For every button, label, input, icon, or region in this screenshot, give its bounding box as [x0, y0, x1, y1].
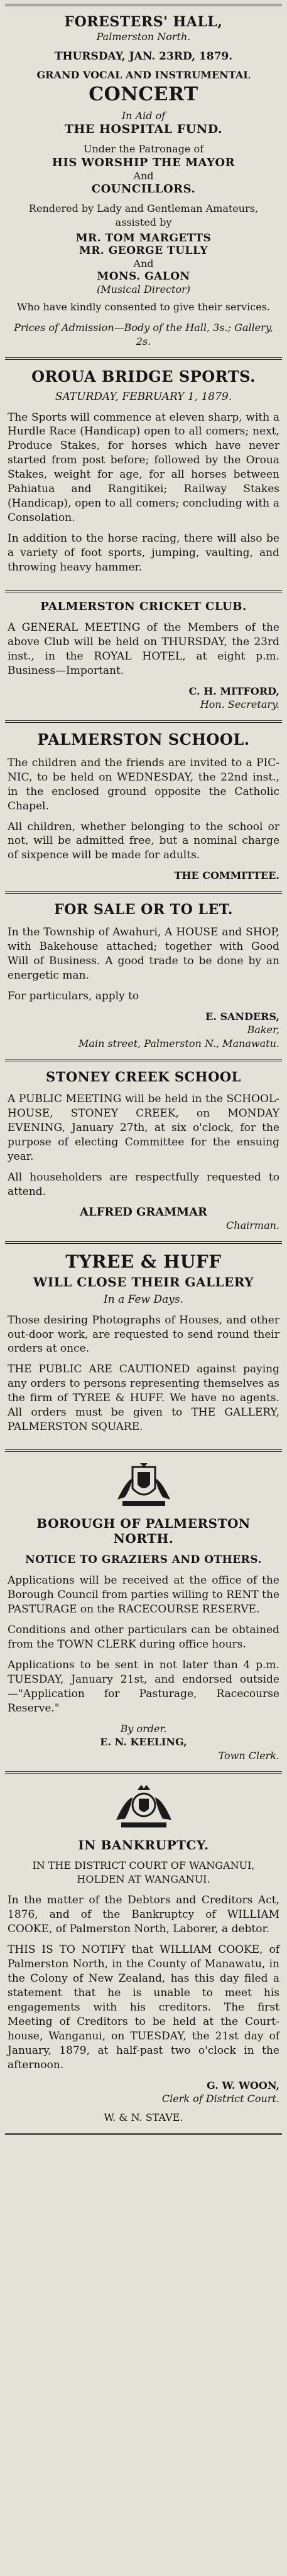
date: THURSDAY, JAN. 23RD, 1879.	[54, 50, 233, 63]
event-title: CONCERT	[89, 83, 198, 105]
oroua-sports-ad	[5, 360, 282, 590]
royal-arms-icon	[114, 1784, 174, 1832]
ad-title: FORESTERS' HALL,	[64, 14, 223, 30]
performer-and: And	[133, 257, 154, 270]
ad-subtitle: NOTICE TO GRAZIERS AND OTHERS.	[25, 1553, 262, 1567]
date: SATURDAY, FEBRUARY 1, 1879.	[55, 390, 232, 403]
aid-line: In Aid of	[121, 109, 166, 122]
ad-paragraph: Conditions and other particulars can be obtained from the TOWN CLERK during office hours.	[8, 1623, 279, 1651]
ad-subtitle: WILL CLOSE THEIR GALLERY	[33, 1274, 254, 1290]
rule	[5, 2133, 282, 2135]
ad-paragraph: THE PUBLIC ARE CAUTIONED against paying any orders to persons representing themselves as the firm of TYREE & HUFF. We have no agents. All orders must be given to THE GALLERY, PALMERSTON SQUARE.	[8, 1363, 279, 1434]
court-line: IN THE DISTRICT COURT OF WANGANUI, HOLDEN AT WANGANUI.	[32, 1859, 255, 1885]
patronage-and: And	[133, 169, 154, 182]
ad-paragraph: Applications will be received at the office of the Borough Council from parties willing to RENT the PASTURAGE on the RACECOURSE RESERVE.	[8, 1574, 279, 1616]
ad-title: PALMERSTON CRICKET CLUB.	[40, 599, 247, 613]
bankruptcy-ad	[5, 1774, 282, 2133]
ad-paragraph: A GENERAL MEETING of the Members of the above Club will be held on THURSDAY, the 23rd inst., in the ROYAL HOTEL, at eight p.m. Business—Important.	[8, 621, 279, 677]
patronage-councillors: COUNCILLORS.	[91, 182, 196, 196]
signatory: THE COMMITTEE.	[174, 870, 279, 882]
signatory-role: Hon. Secretary.	[200, 698, 279, 711]
ad-paragraph: In the matter of the Debtors and Creditors Act, 1876, and of the Bankruptcy of WILLIAM COOKE, of Palmerston North, Laborer, a debtor.	[8, 1894, 279, 1936]
prices-line: Prices of Admission—Body of the Hall, 3s.; Gallery, 2s.	[14, 322, 273, 347]
ad-title: BOROUGH OF PALMERSTON NORTH.	[36, 1516, 251, 1547]
ad-title: IN BANKRUPTCY.	[78, 1837, 209, 1853]
ad-subtitle: In a Few Days.	[104, 1293, 183, 1306]
newspaper-column	[5, 0, 282, 2138]
ad-paragraph: Applications to be sent in not later than 4 p.m. TUESDAY, January 21st, and endorsed outside—"Application for Pasturage, Racecourse Reserve."	[8, 1658, 279, 1715]
palmerston-school-ad	[5, 723, 282, 891]
patronage-line: Under the Patronage of	[83, 143, 203, 155]
performer-role: (Musical Director)	[97, 283, 190, 296]
signatory: ALFRED GRAMMAR	[79, 1205, 208, 1219]
ad-title: STONEY CREEK SCHOOL	[46, 1069, 241, 1085]
ad-paragraph: The Sports will commence at eleven sharp, with a Hurdle Race (Handicap) open to all comers; next, Produce Stakes, for horses which have never started from post before; followed by the Oroua Stakes, weight for age, for all horses between Pahiatua and Rangitikei; Railway Stakes (Handicap), open to all comers; concluding with a Consolation.	[8, 411, 279, 525]
signatory-role: Clerk of District Court.	[161, 2093, 279, 2105]
tyree-huff-ad	[5, 1244, 282, 1450]
ad-paragraph: A PUBLIC MEETING will be held in the SCHOOL-HOUSE, STONEY CREEK, on MONDAY EVENING, January 27th, at six o'clock, for the purpose of electing Committee for the ensuing year.	[8, 1093, 279, 1164]
patronage-name: HIS WORSHIP THE MAYOR	[51, 155, 236, 169]
performer-name: MONS. GALON	[97, 270, 190, 283]
signatory-role: Chairman.	[226, 1219, 279, 1231]
ad-title: PALMERSTON SCHOOL.	[37, 730, 250, 749]
ad-paragraph: All children, whether belonging to the school or not, will be admitted free, but a nominal charge of sixpence will be made for adults.	[8, 820, 279, 862]
ad-paragraph: THIS IS TO NOTIFY that WILLIAM COOKE, of Palmerston North, in the County of Manawatu, in the Colony of New Zealand, has this day filed a statement that he is unable to meet his engagements with his creditors. The first Meeting of Creditors to be held at the Court-house, Wanganui, on TUESDAY, the 21st day of January, 1879, at half-past two o'clock in the afternoon.	[8, 1943, 279, 2071]
signatory: C. H. MITFORD,	[188, 685, 279, 697]
ad-paragraph: For particulars, apply to	[8, 989, 139, 1002]
cricket-club-ad	[5, 592, 282, 720]
footer-line: W. & N. STAVE.	[104, 2111, 183, 2123]
fund-line: THE HOSPITAL FUND.	[64, 122, 223, 137]
ad-paragraph: The children and the friends are invited to a PIC-NIC, to be held on WEDNESDAY, the 22nd inst., in the enclosed ground opposite the Catholic Chapel.	[8, 756, 279, 812]
signatory: G. W. WOON,	[207, 2079, 279, 2091]
ad-title: OROUA BRIDGE SPORTS.	[31, 367, 256, 386]
rendered-line: Rendered by Lady and Gentleman Amateurs, assisted by	[28, 202, 259, 228]
borough-notice-ad	[5, 1452, 282, 1771]
event-line: GRAND VOCAL AND INSTRUMENTAL	[36, 68, 251, 81]
consent-line: Who have kindly consented to give their services.	[17, 300, 270, 313]
coat-of-arms-icon	[114, 1462, 174, 1511]
performer-name: MR. GEORGE TULLY	[79, 244, 208, 257]
ad-title: FOR SALE OR TO LET.	[54, 901, 233, 918]
stoney-creek-ad	[5, 1061, 282, 1241]
place: Palmerston North.	[96, 31, 191, 43]
signatory-role: Baker,	[247, 1024, 279, 1036]
signatory-role: Town Clerk.	[218, 1749, 279, 1762]
ad-paragraph: All householders are respectfully requested to attend.	[8, 1171, 279, 1199]
signatory: E. SANDERS,	[205, 1010, 279, 1023]
address: Main street, Palmerston N., Manawatu.	[79, 1037, 279, 1049]
for-sale-ad	[5, 894, 282, 1059]
ad-paragraph: In addition to the horse racing, there will also be a variety of foot sports, jumping, vaulting, and throwing heavy hammer.	[8, 532, 279, 574]
foresters-hall-ad	[5, 6, 282, 357]
ad-paragraph: In the Township of Awahuri, A HOUSE and SHOP, with Bakehouse attached; together with Good Will of Business. A good trade to be done by an energetic man.	[8, 925, 279, 982]
signatory: E. N. KEELING,	[100, 1736, 187, 1748]
ad-paragraph: Those desiring Photographs of Houses, and other out-door work, are requested to send round their orders at once.	[8, 1313, 279, 1355]
order-line: By order.	[120, 1722, 167, 1735]
performer-name: MR. TOM MARGETTS	[75, 231, 212, 244]
ad-title: TYREE & HUFF	[65, 1251, 222, 1272]
